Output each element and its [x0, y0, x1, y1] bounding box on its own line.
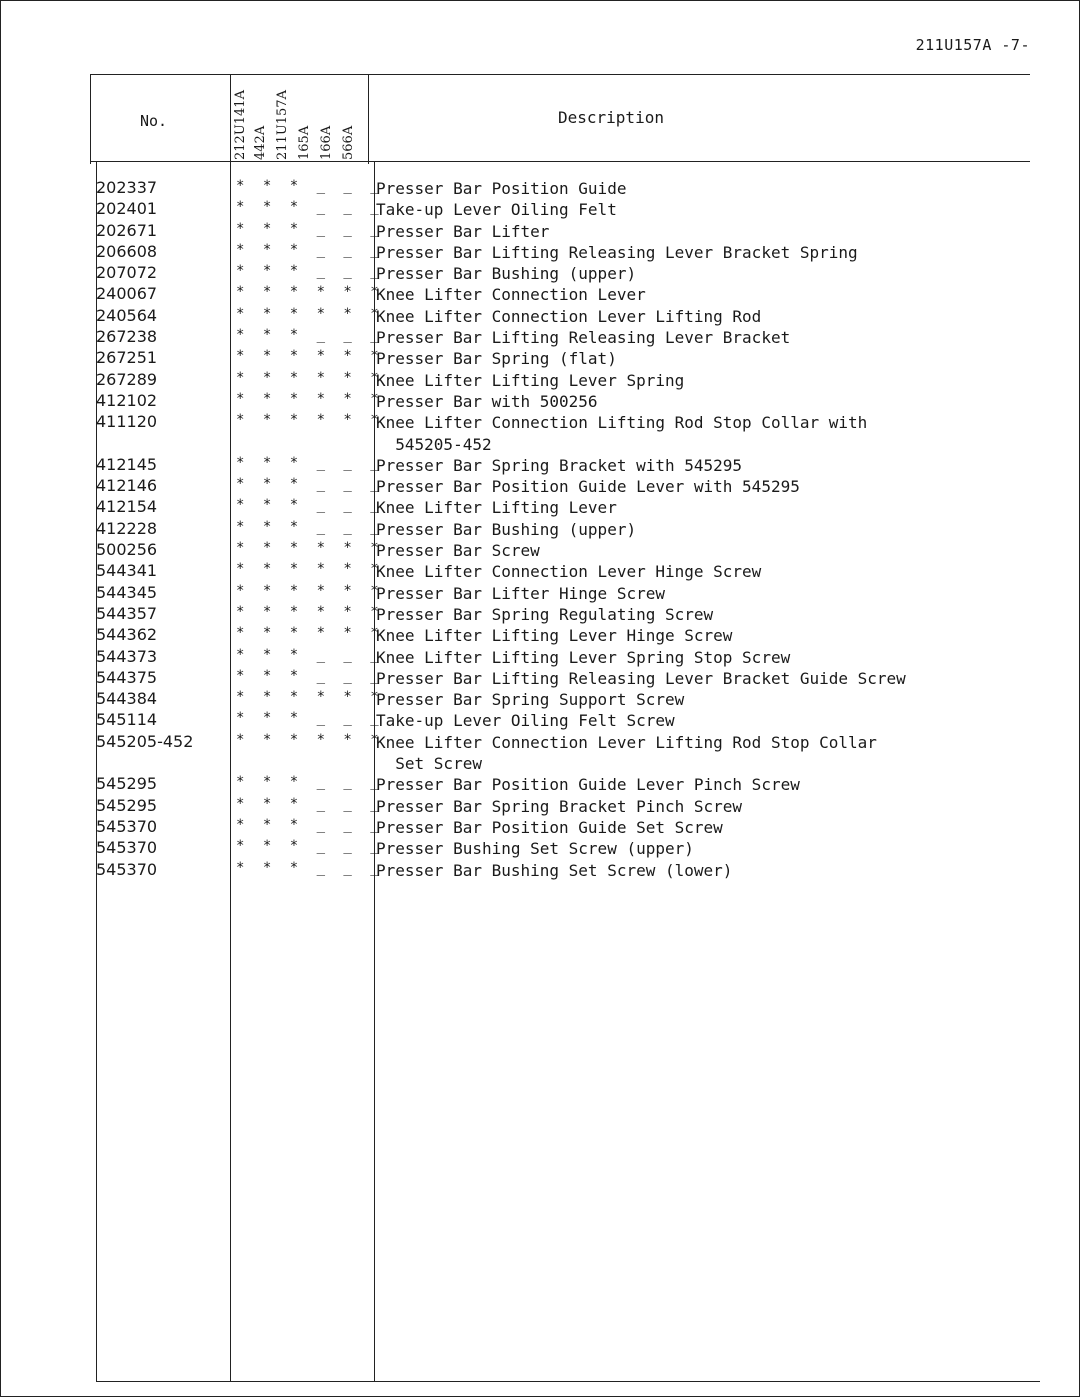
model-applicability-marks: * * * _ _ _: [236, 241, 384, 258]
part-number: 545370: [96, 859, 158, 879]
part-description: Presser Bar Spring Regulating Screw: [376, 604, 714, 624]
model-applicability-marks: * * * * * *: [236, 603, 384, 620]
part-number: 207072: [96, 263, 158, 283]
model-applicability-marks: * * * _ _ _: [236, 774, 384, 791]
part-description: Presser Bar Position Guide Set Screw: [376, 817, 723, 837]
table-row: [0, 796, 1080, 817]
parts-table-body: [0, 178, 1080, 881]
model-applicability-marks: * * * _ _ _: [236, 454, 384, 471]
part-number: 240564: [96, 305, 158, 325]
part-number: 545370: [96, 816, 158, 836]
model-applicability-marks: * * * * * *: [236, 412, 384, 429]
column-header-description: Description: [558, 108, 664, 127]
part-number: 412154: [96, 497, 158, 517]
table-row: [0, 604, 1080, 625]
table-row: [0, 625, 1080, 646]
model-applicability-marks: * * * * * *: [236, 348, 384, 365]
table-row: [0, 476, 1080, 497]
part-description: Take-up Lever Oiling Felt: [376, 200, 617, 220]
part-number: 240067: [96, 284, 158, 304]
model-header: 566A: [341, 125, 356, 160]
part-description: Presser Bar Spring Support Screw: [376, 690, 685, 710]
part-number: 500256: [96, 540, 158, 560]
part-number: 544384: [96, 689, 158, 709]
model-applicability-marks: * * * * * *: [236, 731, 384, 748]
table-row: [0, 540, 1080, 561]
header-bottom-rule: [90, 161, 1030, 162]
table-row: [0, 774, 1080, 795]
model-applicability-marks: * * * _ _ _: [236, 327, 384, 344]
table-bottom-rule: [96, 1381, 1040, 1382]
model-applicability-marks: * * * _ _ _: [236, 710, 384, 727]
left-border-rule: [90, 74, 91, 164]
part-description: Knee Lifter Connection Lifting Rod Stop Collar with 545205-452: [376, 413, 868, 454]
part-number: 545205-452: [96, 731, 194, 751]
part-description: Knee Lifter Lifting Lever: [376, 498, 617, 518]
model-applicability-marks: * * * _ _ _: [236, 199, 384, 216]
table-row: [0, 497, 1080, 518]
part-number: 545295: [96, 795, 158, 815]
part-description: Presser Bar Bushing (upper): [376, 264, 637, 284]
model-header: 211U157A: [275, 90, 290, 160]
part-description: Presser Bar Lifting Releasing Lever Bracket Spring: [376, 242, 858, 262]
part-number: 544362: [96, 625, 158, 645]
table-row: [0, 583, 1080, 604]
model-applicability-marks: * * * _ _ _: [236, 263, 384, 280]
model-header: 166A: [319, 125, 334, 160]
part-number: 267238: [96, 327, 158, 347]
column-header-number: No.: [140, 112, 168, 130]
table-row: [0, 519, 1080, 540]
part-number: 206608: [96, 241, 158, 261]
part-number: 202401: [96, 199, 158, 219]
model-header: 165A: [297, 125, 312, 160]
part-description: Presser Bar Bushing (upper): [376, 519, 637, 539]
table-row: [0, 327, 1080, 348]
model-applicability-marks: * * * _ _ _: [236, 795, 384, 812]
model-column-headers: [228, 70, 368, 160]
model-applicability-marks: * * * * * *: [236, 582, 384, 599]
part-description: Presser Bushing Set Screw (upper): [376, 839, 694, 859]
part-number: 202671: [96, 220, 158, 240]
part-description: Presser Bar Position Guide Lever Pinch Screw: [376, 775, 800, 795]
part-description: Knee Lifter Lifting Lever Spring Stop Screw: [376, 647, 791, 667]
part-description: Knee Lifter Lifting Lever Spring: [376, 370, 685, 390]
model-column-rule: [368, 74, 369, 164]
part-description: Presser Bar Spring Bracket Pinch Screw: [376, 796, 743, 816]
model-applicability-marks: * * * _ _ _: [236, 646, 384, 663]
model-applicability-marks: * * * * * *: [236, 390, 384, 407]
part-number: 545114: [96, 710, 158, 730]
part-description: Presser Bar Lifter: [376, 221, 550, 241]
model-applicability-marks: * * * * * *: [236, 689, 384, 706]
part-number: 267289: [96, 369, 158, 389]
table-row: [0, 838, 1080, 859]
model-applicability-marks: * * * _ _ _: [236, 838, 384, 855]
table-row: [0, 199, 1080, 220]
part-number: 544345: [96, 582, 158, 602]
part-number: 544357: [96, 603, 158, 623]
model-applicability-marks: * * * _ _ _: [236, 497, 384, 514]
part-description: Presser Bar Bushing Set Screw (lower): [376, 860, 733, 880]
part-number: 412145: [96, 454, 158, 474]
part-description: Knee Lifter Connection Lever: [376, 285, 646, 305]
part-number: 544375: [96, 667, 158, 687]
table-row: [0, 284, 1080, 305]
part-description: Presser Bar Spring (flat): [376, 349, 617, 369]
table-row: [0, 391, 1080, 412]
table-row: [0, 732, 1080, 775]
model-applicability-marks: * * * _ _ _: [236, 667, 384, 684]
part-number: 545295: [96, 774, 158, 794]
part-description: Presser Bar with 500256: [376, 391, 598, 411]
table-row: [0, 263, 1080, 284]
table-row: [0, 306, 1080, 327]
part-number: 411120: [96, 412, 158, 432]
table-row: [0, 689, 1080, 710]
table-row: [0, 242, 1080, 263]
part-number: 544341: [96, 561, 158, 581]
part-description: Presser Bar Position Guide: [376, 179, 627, 198]
part-number: 202337: [96, 178, 158, 197]
model-applicability-marks: * * * * * *: [236, 561, 384, 578]
part-description: Knee Lifter Connection Lever Lifting Rod Stop Collar Set Screw: [376, 732, 877, 774]
model-applicability-marks: * * * _ _ _: [236, 518, 384, 535]
part-number: 544373: [96, 646, 158, 666]
table-row: [0, 221, 1080, 242]
part-description: Presser Bar Spring Bracket with 545295: [376, 455, 743, 475]
table-row: [0, 860, 1080, 881]
model-applicability-marks: * * * _ _ _: [236, 178, 384, 194]
model-applicability-marks: * * * * * *: [236, 369, 384, 386]
model-applicability-marks: * * * _ _ _: [236, 476, 384, 493]
page-reference: 211U157A -7-: [915, 36, 1030, 54]
table-row: [0, 561, 1080, 582]
part-description: Take-up Lever Oiling Felt Screw: [376, 711, 675, 731]
part-description: Presser Bar Lifting Releasing Lever Bracket: [376, 328, 791, 348]
model-applicability-marks: * * * * * *: [236, 540, 384, 557]
part-description: Knee Lifter Connection Lever Hinge Screw: [376, 562, 762, 582]
part-description: Presser Bar Lifting Releasing Lever Bracket Guide Screw: [376, 668, 906, 688]
table-row: [0, 370, 1080, 391]
part-number: 412102: [96, 390, 158, 410]
part-description: Knee Lifter Connection Lever Lifting Rod: [376, 306, 762, 326]
model-applicability-marks: * * * _ _ _: [236, 220, 384, 237]
table-row: [0, 647, 1080, 668]
part-description: Presser Bar Position Guide Lever with 545295: [376, 477, 800, 497]
model-header: 212U141A: [233, 90, 248, 160]
table-row: [0, 710, 1080, 731]
table-row: [0, 412, 1080, 455]
model-applicability-marks: * * * * * *: [236, 625, 384, 642]
model-applicability-marks: * * * * * *: [236, 305, 384, 322]
part-description: Presser Bar Lifter Hinge Screw: [376, 583, 665, 603]
table-row: [0, 817, 1080, 838]
part-description: Knee Lifter Lifting Lever Hinge Screw: [376, 626, 733, 646]
table-row: [0, 348, 1080, 369]
part-number: 412146: [96, 476, 158, 496]
table-row: [0, 668, 1080, 689]
model-header: 442A: [253, 125, 268, 160]
table-row: [0, 178, 1080, 199]
part-description: Presser Bar Screw: [376, 541, 540, 561]
part-number: 267251: [96, 348, 158, 368]
part-number: 412228: [96, 518, 158, 538]
model-applicability-marks: * * * _ _ _: [236, 859, 384, 876]
table-row: [0, 455, 1080, 476]
model-applicability-marks: * * * * * *: [236, 284, 384, 301]
model-applicability-marks: * * * _ _ _: [236, 816, 384, 833]
part-number: 545370: [96, 838, 158, 858]
